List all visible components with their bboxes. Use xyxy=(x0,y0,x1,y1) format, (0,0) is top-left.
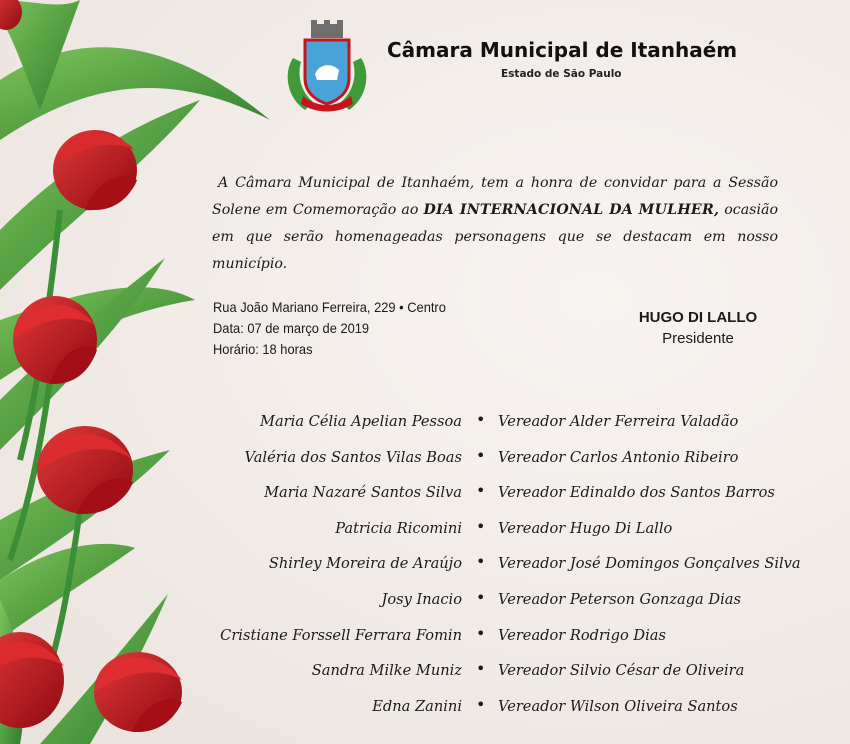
tulip-flower xyxy=(53,130,137,210)
list-item xyxy=(170,693,830,729)
vereador-name: Vereador Carlos Antonio Ribeiro xyxy=(498,448,739,466)
honoree-name: Josy Inacio xyxy=(381,590,462,608)
bullet-separator: • xyxy=(476,516,486,536)
tulip-flower xyxy=(94,652,182,732)
event-time: Horário: 18 horas xyxy=(213,341,313,357)
list-item xyxy=(170,479,830,515)
coat-of-arms-icon xyxy=(283,18,371,114)
event-address: Rua João Mariano Ferreira, 229 • Centro xyxy=(213,299,446,315)
invitation-text-part: A Câmara Municipal de Itanhaém, tem a honra de convidar para a Sessão Solene em Comemoração ao xyxy=(212,175,778,219)
tulip-flower xyxy=(37,426,133,514)
president-name: HUGO DI LALLO xyxy=(638,309,758,326)
event-date: Data: 07 de março de 2019 xyxy=(213,320,370,336)
list-item xyxy=(170,586,830,622)
bullet-separator: • xyxy=(476,481,486,501)
vereador-name: Vereador José Domingos Gonçalves Silva xyxy=(498,555,801,573)
honorees-list xyxy=(170,408,830,728)
vereador-name: Vereador Wilson Oliveira Santos xyxy=(498,697,738,715)
honoree-name: Shirley Moreira de Araújo xyxy=(268,555,462,573)
invitation-emphasis: DIA INTERNACIONAL DA MULHER, xyxy=(423,202,720,219)
invitation-text xyxy=(212,170,778,278)
vereador-name: Vereador Peterson Gonzaga Dias xyxy=(498,590,741,608)
list-item xyxy=(170,515,830,551)
list-item xyxy=(170,622,830,658)
header xyxy=(283,14,753,114)
vereador-name: Vereador Alder Ferreira Valadão xyxy=(498,413,739,430)
list-item xyxy=(170,444,830,480)
vereador-name: Vereador Silvio César de Oliveira xyxy=(498,662,745,680)
page-subtitle: Estado de São Paulo xyxy=(501,68,622,80)
honoree-name: Sandra Milke Muniz xyxy=(311,662,462,680)
president-block xyxy=(608,307,788,349)
tulip-flower xyxy=(13,296,97,384)
honoree-name: Maria Nazaré Santos Silva xyxy=(264,484,462,502)
honoree-name: Cristiane Forssell Ferrara Fomin xyxy=(220,626,462,644)
vereador-name: Vereador Hugo Di Lallo xyxy=(498,519,673,537)
bullet-separator: • xyxy=(476,623,486,643)
bullet-separator: • xyxy=(476,445,486,465)
vereador-name: Vereador Rodrigo Dias xyxy=(498,626,666,644)
vereador-name: Vereador Edinaldo dos Santos Barros xyxy=(498,484,775,502)
event-details xyxy=(213,297,446,360)
honoree-name: Maria Célia Apelian Pessoa xyxy=(260,413,462,430)
list-item xyxy=(170,657,830,693)
honoree-name: Patricia Ricomini xyxy=(335,519,462,537)
bullet-separator: • xyxy=(476,659,486,679)
invitation-text-part: ocasião em que serão homenageadas personagens que se destacam em nosso município. xyxy=(212,202,778,273)
president-role: Presidente xyxy=(662,330,734,347)
bullet-separator: • xyxy=(476,552,486,572)
list-item xyxy=(170,550,830,586)
list-item xyxy=(170,408,830,444)
bullet-separator: • xyxy=(476,587,486,607)
page-title: Câmara Municipal de Itanhaém xyxy=(387,38,738,62)
honoree-name: Valéria dos Santos Vilas Boas xyxy=(244,448,462,466)
bullet-separator: • xyxy=(476,694,486,714)
honoree-name: Edna Zanini xyxy=(372,697,462,715)
bullet-separator: • xyxy=(476,410,486,429)
